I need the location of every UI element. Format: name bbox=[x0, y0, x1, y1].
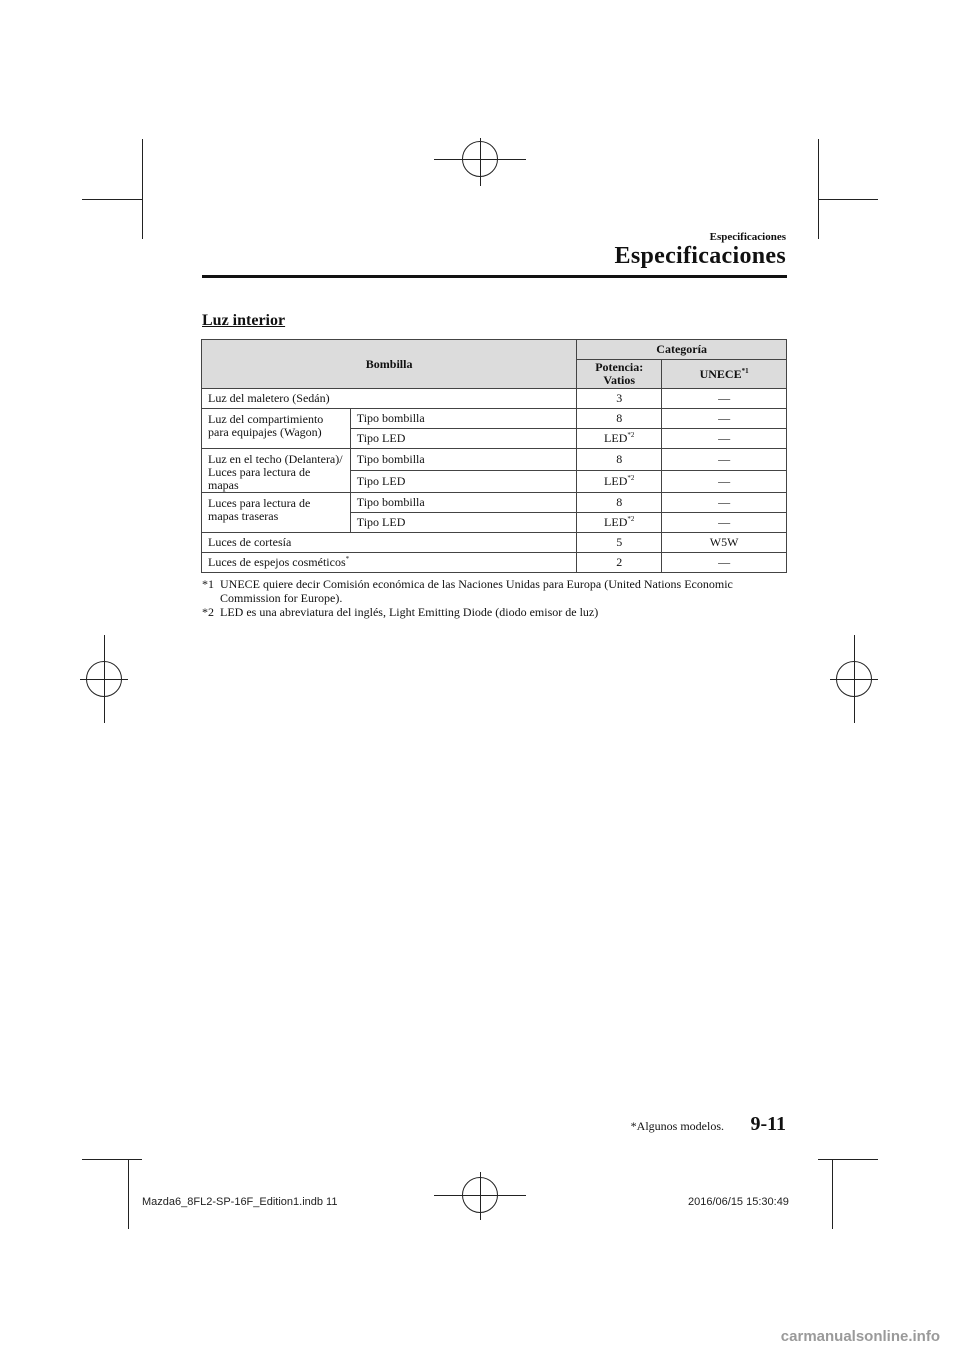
footnote-ref: *2 bbox=[627, 515, 635, 523]
unece-value: — bbox=[662, 553, 787, 573]
page-number: 9-11 bbox=[750, 1113, 786, 1135]
unece-value: — bbox=[662, 429, 787, 449]
table-row bbox=[202, 493, 787, 513]
bulb-name: Luces para lectura de mapas traseras bbox=[202, 493, 351, 533]
bulb-type: Tipo LED bbox=[350, 513, 576, 533]
table-row bbox=[202, 553, 787, 573]
unece-value: — bbox=[662, 449, 787, 471]
footnote-ref: * bbox=[345, 555, 350, 563]
running-header-small: Especificaciones bbox=[709, 231, 786, 243]
print-file-slug: Mazda6_8FL2-SP-16F_Edition1.indb 11 bbox=[142, 1196, 338, 1208]
print-timestamp: 2016/06/15 15:30:49 bbox=[688, 1196, 789, 1208]
watts-value: 8 bbox=[577, 409, 662, 429]
watts-value: LED$^{*2}$ bbox=[577, 471, 662, 493]
table-row bbox=[202, 449, 787, 471]
section-title: Luz interior bbox=[202, 312, 286, 329]
footnote-1-text: UNECE quiere decir Comisión económica de las Naciones Unidas para Europa (United Nations Economic bbox=[220, 577, 733, 591]
table-row bbox=[202, 533, 787, 553]
header-category: Categoría bbox=[577, 340, 787, 360]
bulb-name: Luces de cortesía bbox=[202, 533, 577, 553]
footnote-ref: *2 bbox=[627, 474, 635, 482]
bulb-type: Tipo bombilla bbox=[350, 449, 576, 471]
bulb-type: Tipo LED bbox=[350, 471, 576, 493]
watts-value: 2 bbox=[577, 553, 662, 573]
header-unece: UNECE$^{*1}$ bbox=[662, 360, 787, 389]
table-row bbox=[202, 409, 787, 429]
models-note: *Algunos modelos. bbox=[630, 1119, 724, 1133]
watts-value: 8 bbox=[577, 493, 662, 513]
bulb-type: Tipo bombilla bbox=[350, 409, 576, 429]
footnote-ref: *2 bbox=[627, 431, 635, 439]
bulb-name: Luz del maletero (Sedán) bbox=[202, 389, 577, 409]
footnote-2-mark: *2 bbox=[202, 605, 214, 619]
bulb-name: Luz en el techo (Delantera)/ Luces para lectura de mapas bbox=[202, 449, 351, 493]
unece-value: — bbox=[662, 389, 787, 409]
watermark: carmanualsonline.info bbox=[780, 1328, 940, 1345]
running-header-title: Especificaciones bbox=[614, 243, 786, 269]
footnote-2-text: LED es una abreviatura del inglés, Light Emitting Diode (diodo emisor de luz) bbox=[220, 605, 599, 619]
bulb-name: Luz del compartimiento para equipajes (Wagon) bbox=[202, 409, 351, 449]
footnote-1 bbox=[202, 577, 792, 605]
watts-value: LED$^{*2}$ bbox=[577, 513, 662, 533]
footnote-2 bbox=[202, 605, 792, 619]
footnote-1-mark: *1 bbox=[202, 577, 214, 591]
watts-value: 3 bbox=[577, 389, 662, 409]
table-header-row bbox=[202, 340, 787, 360]
table-row bbox=[202, 389, 787, 409]
interior-lights-table bbox=[201, 339, 787, 573]
header-bulb: Bombilla bbox=[202, 340, 577, 389]
header-power: Potencia: Vatios bbox=[577, 360, 662, 389]
watts-value: LED$^{*2}$ bbox=[577, 429, 662, 449]
bulb-name: Luces de espejos cosméticos* bbox=[202, 553, 577, 573]
watts-value: 5 bbox=[577, 533, 662, 553]
unece-value: — bbox=[662, 513, 787, 533]
unece-value: — bbox=[662, 493, 787, 513]
bulb-type: Tipo bombilla bbox=[350, 493, 576, 513]
footnote-ref: *1 bbox=[741, 366, 749, 375]
bulb-type: Tipo LED bbox=[350, 429, 576, 449]
header-rule bbox=[202, 275, 787, 278]
unece-value: W5W bbox=[662, 533, 787, 553]
unece-value: — bbox=[662, 409, 787, 429]
watts-value: 8 bbox=[577, 449, 662, 471]
footnote-1-text-cont: Commission for Europe). bbox=[220, 591, 343, 605]
unece-value: — bbox=[662, 471, 787, 493]
